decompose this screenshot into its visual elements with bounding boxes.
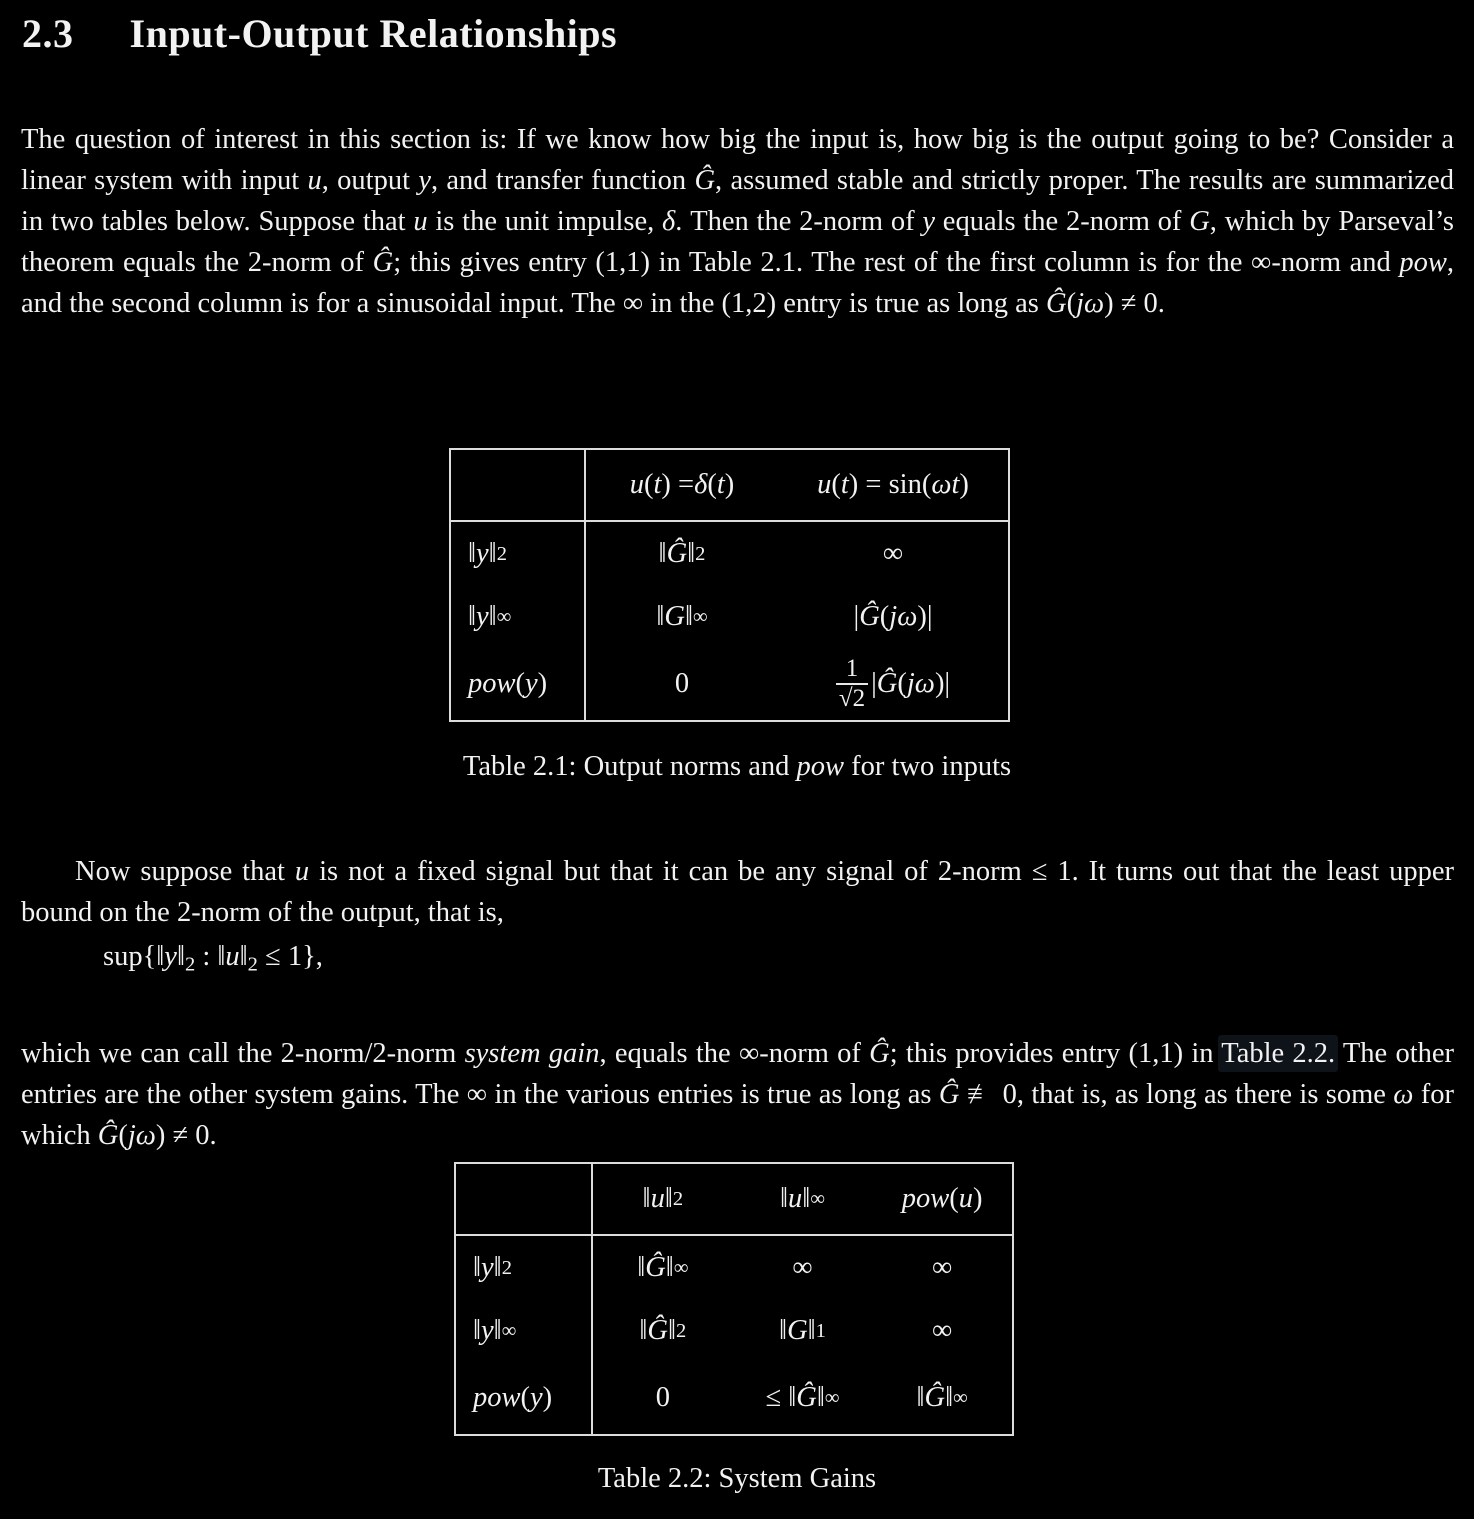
table-cell: ‖ Ĝ ‖ ∞	[916, 1382, 968, 1413]
row-label: ‖ y ‖ ∞	[451, 585, 586, 648]
table-corner-cell	[456, 1164, 593, 1234]
table-header-cell: u ( t ) = sin( ωt )	[817, 469, 969, 500]
paragraph-segment: The other entries are the other system gains. The ∞ in the various entries is true as long as Ĝ ≢ 0, that is, as long as there is some ω for which Ĝ(jω) ≠ 0.	[21, 1037, 1455, 1151]
table-row	[456, 1299, 1012, 1362]
table-cell: | Ĝ ( jω )|	[853, 600, 933, 632]
fraction-denominator: √2	[836, 683, 868, 713]
table-row	[451, 522, 1008, 585]
fraction-trailing-expr: |Ĝ(jω)|	[871, 668, 951, 699]
table-header-cell: ‖ u ‖ ∞	[780, 1183, 825, 1214]
table-cell: ∞	[792, 1251, 813, 1283]
table-cell: ∞	[882, 537, 904, 569]
section-heading	[22, 10, 617, 58]
table-row	[456, 1236, 1012, 1299]
section-title: Input-Output Relationships	[129, 11, 618, 56]
table-cell: 0	[674, 668, 690, 699]
table-2-2-grid	[454, 1162, 1014, 1436]
fraction	[836, 655, 868, 713]
table-2-2	[454, 1162, 1014, 1436]
equation-sup: $sup\{‖y‖_2$ : $‖u‖_2 \le 1$},	[103, 941, 323, 976]
row-label: ‖ y ‖ 2	[456, 1236, 593, 1299]
table-header-row	[451, 450, 1008, 522]
row-label: pow ( y )	[451, 648, 586, 720]
table-header-cell: pow ( u )	[901, 1183, 983, 1214]
paragraph-sup-intro: Now suppose that u is not a fixed signal but that it can be any signal of 2-norm ≤ 1. It turns out that the least upper bound on the 2-norm of the output, that is,	[21, 855, 1454, 928]
paragraph-intro: The question of interest in this section is: If we know how big the input is, how big is the output going to be? Consider a linear system with input u, output y, and transfer function Ĝ, assumed stable and strictly proper. The results are summarized in two tables below. Suppose that u is the unit impulse, δ. Then the 2-norm of y equals the 2-norm of G, which by Parseval’s theorem equals the 2-norm of Ĝ; this gives entry (1,1) in Table 2.1. The rest of the first column is for the ∞-norm and pow, and the second column is for a sinusoidal input. The ∞ in the (1,2) entry is true as long as Ĝ(jω) ≠ 0.	[21, 123, 1454, 319]
row-label: pow ( y )	[456, 1362, 593, 1434]
table-cell: ≤ ‖ Ĝ ‖ ∞	[765, 1382, 840, 1413]
row-label: ‖ y ‖ 2	[451, 522, 586, 585]
table-cell: ‖ Ĝ ‖ 2	[639, 1314, 687, 1346]
table-2-1-grid	[449, 448, 1010, 722]
table-header-cell: ‖ u ‖ 2	[642, 1183, 684, 1214]
table-cell: ‖ Ĝ ‖ ∞	[637, 1251, 689, 1283]
row-label: ‖ y ‖ ∞	[456, 1299, 593, 1362]
table-row	[451, 585, 1008, 648]
table-cell: ‖ G ‖ 1	[779, 1314, 826, 1346]
table-2-2-caption: Table 2.2: System Gains	[597, 1463, 877, 1494]
table-cell: ‖ Ĝ ‖ 2	[658, 537, 706, 569]
table-row	[451, 648, 1008, 720]
table-cell: ∞	[932, 1314, 953, 1346]
table-2-1-caption: Table 2.1: Output norms and pow for two inputs	[462, 751, 1012, 782]
table-header-cell: u ( t ) = δ ( t )	[629, 469, 735, 500]
table-2-1	[449, 448, 1010, 722]
table-cell: ∞	[932, 1251, 953, 1283]
table-corner-cell	[451, 450, 586, 520]
table-row	[456, 1362, 1012, 1434]
table-cell-fraction	[778, 648, 1008, 720]
paragraph-segment: which we can call the 2-norm/2-norm system gain, equals the ∞-norm of Ĝ; this provides entry (1,1) in	[21, 1037, 1222, 1069]
table-cell: 0	[655, 1382, 670, 1413]
section-number: 2.3	[22, 11, 74, 56]
paragraph-system-gains	[21, 1033, 1454, 1156]
table-header-row	[456, 1164, 1012, 1236]
fraction-numerator: 1	[845, 655, 859, 682]
table-cell: ‖ G ‖ ∞	[656, 600, 708, 632]
table-2-2-link[interactable]: Table 2.2.	[1221, 1037, 1336, 1069]
